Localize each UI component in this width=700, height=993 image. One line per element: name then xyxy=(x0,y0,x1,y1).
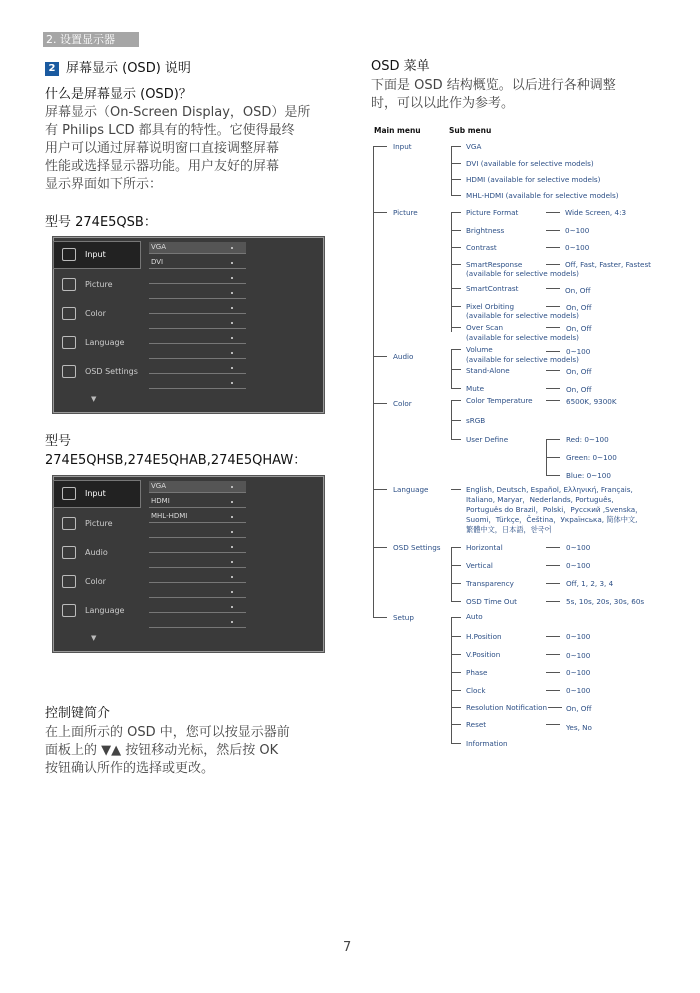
tree-label: OSD Settings xyxy=(85,367,138,376)
tree-label: Vertical xyxy=(466,561,493,570)
tree-connector-line xyxy=(546,583,560,584)
tree-label: (available for selective models) xyxy=(466,311,579,320)
tree-connector-line xyxy=(451,146,452,195)
down-arrow-icon: ▼ xyxy=(91,634,97,642)
tree-label: 繁體中文，日本語，한국어 xyxy=(466,525,552,534)
tree-connector-line xyxy=(451,388,461,389)
tree-label: Color Temperature xyxy=(466,396,533,405)
tree-label: Pixel Orbiting xyxy=(466,302,515,311)
tree-connector-line xyxy=(451,707,461,708)
tree-label: Information xyxy=(466,739,508,748)
submenu-mhl-hdmi: MHL-HDMI xyxy=(149,511,246,523)
tree-label: DVI (available for selective models) xyxy=(466,159,594,168)
tree-connector-line xyxy=(373,617,387,618)
tree-connector-line xyxy=(451,179,461,180)
tree-label: 0~100 xyxy=(566,561,591,570)
main-picture: Picture xyxy=(393,208,418,217)
tree-connector-line xyxy=(548,707,562,708)
tree-connector-line xyxy=(451,369,461,370)
tree-connector-line xyxy=(546,288,560,289)
tree-label: Blue: 0~100 xyxy=(566,471,611,480)
main-setup: Setup xyxy=(393,613,414,622)
tree-label: Picture Format xyxy=(466,208,519,217)
tree-label: 0~100 xyxy=(565,243,590,252)
tree-connector-line xyxy=(546,457,560,458)
tree-connector-line xyxy=(546,724,560,725)
tree-label: VGA xyxy=(466,142,482,151)
submenu-vga: VGA xyxy=(149,242,246,254)
tree-label: Language xyxy=(85,606,125,615)
tree-connector-line xyxy=(546,475,560,476)
tree-label: 0~100 xyxy=(566,543,591,552)
text-line: 时，可以以此作为参考。 xyxy=(371,96,515,111)
tree-connector-line xyxy=(451,654,461,655)
main-language: Language xyxy=(393,485,429,494)
model2-label-1: 型号 xyxy=(45,434,72,449)
tree-connector-line xyxy=(451,264,461,265)
osd-menu-title: OSD 菜单 xyxy=(371,59,430,74)
tree-connector-line xyxy=(546,370,560,371)
tree-connector-line xyxy=(546,672,560,673)
text-line: 性能或选择显示器功能。用户友好的屏幕 xyxy=(45,159,280,174)
tree-connector-line xyxy=(546,327,560,328)
tree-label: Green: 0~100 xyxy=(566,453,617,462)
tree-connector-line xyxy=(451,547,461,548)
sub-menu-header: Sub menu xyxy=(449,126,492,135)
tree-connector-line xyxy=(546,212,560,213)
tree-connector-line xyxy=(373,403,387,404)
tree-label: Phase xyxy=(466,668,488,677)
tree-label: 6500K, 9300K xyxy=(566,397,617,406)
tree-label: 5s, 10s, 20s, 30s, 60s xyxy=(566,597,645,606)
tree-label: Wide Screen, 4:3 xyxy=(565,208,627,217)
chapter-label: 2. 设置显示器 xyxy=(43,32,139,47)
tree-label: Audio xyxy=(85,548,108,557)
tree-connector-line xyxy=(451,636,461,637)
text-line: 显示界面如下所示： xyxy=(45,177,163,192)
tree-label: SmartResponse xyxy=(466,260,523,269)
section-number: 2 xyxy=(45,62,59,76)
controls-title: 控制键简介 xyxy=(45,706,111,721)
section-title: 屏幕显示 (OSD) 说明 xyxy=(66,61,191,76)
main-menu-header: Main menu xyxy=(374,126,421,135)
tree-label: Input xyxy=(85,250,106,259)
tree-label: (available for selective models) xyxy=(466,269,579,278)
tree-label: Transparency xyxy=(466,579,514,588)
tree-label: 0~100 xyxy=(566,651,591,660)
tree-connector-line xyxy=(373,146,387,147)
tree-label: 0~100 xyxy=(566,347,591,356)
tree-label: Italiano, Maryar，Nederlands, Português, xyxy=(466,495,614,504)
tree-label: (available for selective models) xyxy=(466,333,579,342)
tree-label: Resolution Notification xyxy=(466,703,548,712)
tree-label: Suomi，Türkçe，Čeština，Українська, 简体中文, xyxy=(466,515,638,524)
tree-label: Off, 1, 2, 3, 4 xyxy=(566,579,614,588)
tree-connector-line xyxy=(546,601,560,602)
tree-label: Picture xyxy=(85,280,113,289)
tree-label: Auto xyxy=(466,612,483,621)
tree-label: MHL-HDMI (available for selective models) xyxy=(466,191,619,200)
tree-label: Stand-Alone xyxy=(466,366,510,375)
tree-connector-line xyxy=(451,439,461,440)
tree-label: Off, Fast, Faster, Fastest xyxy=(565,260,652,269)
tree-connector-line xyxy=(451,400,461,401)
tree-connector-line xyxy=(451,743,461,744)
tree-label: On, Off xyxy=(566,303,592,312)
tree-connector-line xyxy=(451,288,461,289)
tree-label: H.Position xyxy=(466,632,502,641)
text-line: 面板上的 ▼▲ 按钮移动光标，然后按 OK xyxy=(45,743,279,758)
tree-label: Over Scan xyxy=(466,323,504,332)
tree-label: Color xyxy=(85,309,106,318)
tree-label: Brightness xyxy=(466,226,505,235)
tree-label: 0~100 xyxy=(566,686,591,695)
tree-connector-line xyxy=(451,617,461,618)
main-color: Color xyxy=(393,399,412,408)
tree-label: HDMI (available for selective models) xyxy=(466,175,601,184)
tree-connector-line xyxy=(451,565,461,566)
down-arrow-icon: ▼ xyxy=(91,395,97,403)
what-is-title: 什么是屏幕显示 (OSD)？ xyxy=(45,87,192,102)
tree-connector-line xyxy=(451,601,461,602)
tree-label: OSD Time Out xyxy=(466,597,517,606)
tree-label: Volume xyxy=(466,345,493,354)
tree-connector-line xyxy=(546,636,560,637)
tree-label: Horizontal xyxy=(466,543,503,552)
tree-label: Reset xyxy=(466,720,487,729)
tree-label: 0~100 xyxy=(565,226,590,235)
submenu-vga: VGA xyxy=(149,481,246,493)
tree-connector-line xyxy=(546,264,560,265)
text-line: 在上面所示的 OSD 中，您可以按显示器前 xyxy=(45,725,290,740)
tree-connector-line xyxy=(546,400,560,401)
tree-connector-line xyxy=(451,146,461,147)
tree-connector-line xyxy=(546,247,560,248)
submenu-hdmi: HDMI xyxy=(149,496,246,508)
tree-connector-line xyxy=(373,212,387,213)
tree-label: Mute xyxy=(466,384,484,393)
submenu-dvi: DVI xyxy=(149,257,246,269)
tree-label: Input xyxy=(85,489,106,498)
text-line: 屏幕显示（On-Screen Display，OSD）是所 xyxy=(45,105,311,120)
tree-connector-line xyxy=(546,439,560,440)
tree-connector-line xyxy=(451,690,461,691)
tree-label: Color xyxy=(85,577,106,586)
tree-label: English, Deutsch, Español, Ελληνική, Français, xyxy=(466,485,633,494)
tree-connector-line xyxy=(451,420,461,421)
tree-label: On, Off xyxy=(566,367,592,376)
tree-connector-line xyxy=(546,690,560,691)
main-osd-settings: OSD Settings xyxy=(393,543,441,552)
tree-connector-line xyxy=(546,306,560,307)
tree-label: Clock xyxy=(466,686,486,695)
tree-connector-line xyxy=(546,388,560,389)
tree-connector-line xyxy=(451,306,461,307)
tree-connector-line xyxy=(451,672,461,673)
tree-label: (available for selective models) xyxy=(466,355,579,364)
tree-connector-line xyxy=(451,212,461,213)
tree-connector-line xyxy=(546,547,560,548)
main-audio: Audio xyxy=(393,352,414,361)
tree-label: On, Off xyxy=(565,286,591,295)
tree-label: Português do Brazil，Polski，Русский ,Svenska， xyxy=(466,505,643,514)
tree-label: Picture xyxy=(85,519,113,528)
tree-connector-line xyxy=(451,547,452,601)
tree-label: On, Off xyxy=(566,704,592,713)
tree-connector-line xyxy=(451,724,461,725)
text-line: 按钮确认所作的选择或更改。 xyxy=(45,761,215,776)
tree-connector-line xyxy=(546,230,560,231)
text-line: 下面是 OSD 结构概览。以后进行各种调整 xyxy=(371,78,616,93)
tree-connector-line xyxy=(546,351,560,352)
tree-connector-line xyxy=(451,195,461,196)
tree-connector-line xyxy=(373,356,387,357)
tree-label: On, Off xyxy=(566,324,592,333)
tree-connector-line xyxy=(451,327,461,328)
tree-label: SmartContrast xyxy=(466,284,519,293)
tree-connector-line xyxy=(451,230,461,231)
tree-label: User Define xyxy=(466,435,509,444)
text-line: 有 Philips LCD 都具有的特性。它使得最终 xyxy=(45,123,295,138)
tree-connector-line xyxy=(451,247,461,248)
tree-connector-line xyxy=(373,489,387,490)
model2-label-2: 274E5QHSB,274E5QHAB,274E5QHAW： xyxy=(45,453,307,468)
tree-connector-line xyxy=(546,565,560,566)
tree-label: 0~100 xyxy=(566,668,591,677)
tree-label: 0~100 xyxy=(566,632,591,641)
tree-connector-line xyxy=(451,583,461,584)
model1-label: 型号 274E5QSB： xyxy=(45,215,157,230)
tree-label: Yes, No xyxy=(566,723,592,732)
tree-connector-line xyxy=(373,547,387,548)
text-line: 用户可以通过屏幕说明窗口直接调整屏幕 xyxy=(45,141,280,156)
tree-label: sRGB xyxy=(466,416,486,425)
page-number: 7 xyxy=(343,940,352,955)
main-input: Input xyxy=(393,142,412,151)
tree-connector-line xyxy=(451,349,461,350)
tree-label: Contrast xyxy=(466,243,497,252)
tree-label: Language xyxy=(85,338,125,347)
tree-connector-line xyxy=(451,163,461,164)
tree-label: Red: 0~100 xyxy=(566,435,609,444)
tree-label: V.Position xyxy=(466,650,501,659)
tree-label: On, Off xyxy=(566,385,592,394)
tree-connector-line xyxy=(451,489,461,490)
tree-connector-line xyxy=(546,654,560,655)
